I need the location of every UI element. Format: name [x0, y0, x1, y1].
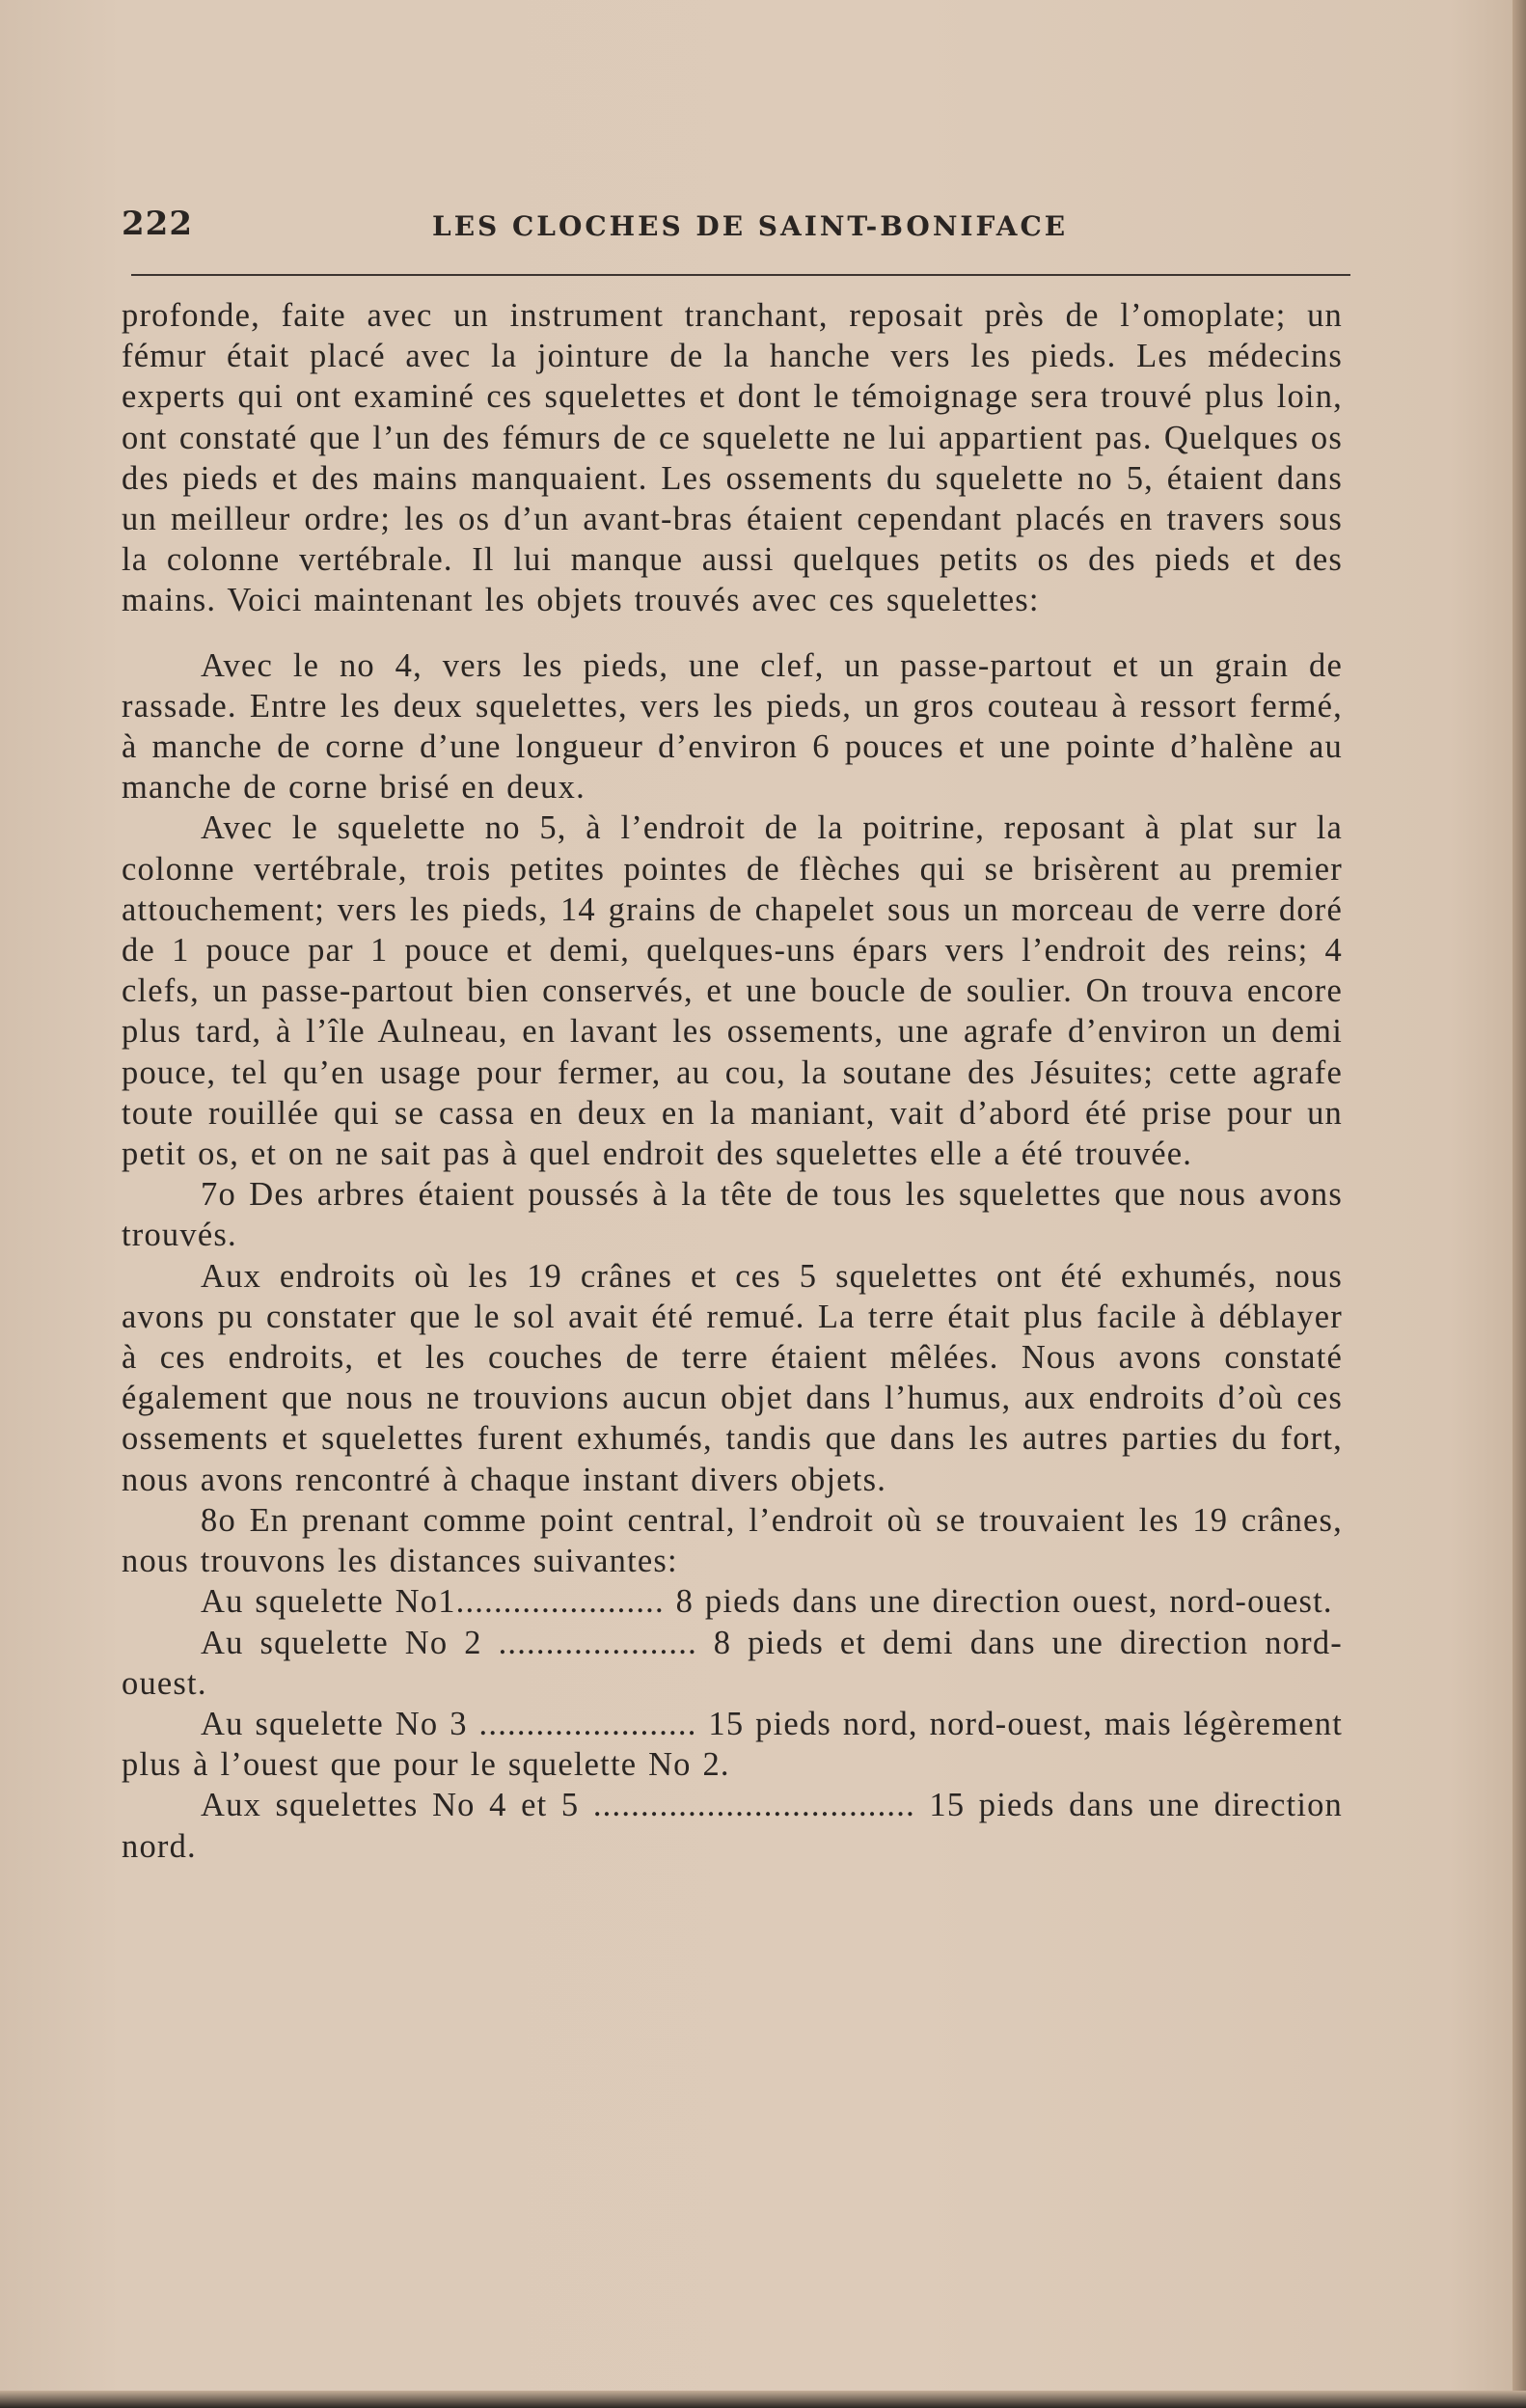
header-rule — [131, 274, 1350, 276]
distance-entry — [122, 1785, 1343, 1866]
distance-entry — [122, 1623, 1343, 1704]
dot-leader: ...................... — [455, 1583, 665, 1621]
page-number: 222 — [122, 205, 193, 243]
distance-value: 15 pieds dans une direction nord. — [122, 1787, 1344, 1865]
paragraph: Avec le no 4, vers les pieds, une clef, un passe-partout et un grain de rassade. Entre les deux squelettes, vers les pieds, un gros couteau à ressort fermé, à manche de corne d’une longueur d’environ 6 pouces et une pointe d’halène au manche de corne brisé en deux. — [122, 646, 1343, 807]
paragraph: 8o En prenant comme point central, l’endroit où se trouvaient les 19 crânes, nous trouvons les distances suivantes: — [122, 1501, 1343, 1580]
distance-value: 15 pieds nord, nord-ouest, mais légèrement plus à l’ouest que pour le squelette No 2. — [122, 1705, 1343, 1784]
body-text — [122, 295, 1343, 1867]
dot-leader: .................................. — [579, 1787, 915, 1824]
running-title: LES CLOCHES DE SAINT-BONIFACE — [432, 210, 1069, 242]
distance-entry — [122, 1704, 1343, 1785]
distance-label: Aux squelettes No 4 et 5 — [201, 1787, 580, 1824]
distance-value: 8 pieds dans une direction ouest, nord-ouest. — [664, 1583, 1333, 1621]
page-bottom-shadow — [0, 2391, 1526, 2408]
paragraph: Aux endroits où les 19 crânes et ces 5 squelettes ont été exhumés, nous avons pu constater que le sol avait été remué. La terre était plus facile à déblayer à ces endroits, et les couches de terre étaient mêlées. Nous avons constaté également que nous ne trouvions aucun objet dans l’humus, aux endroits d’où ces ossements et squelettes furent exhumés, tandis que dans les autres parties du fort, nous avons rencontré à chaque instant divers objets. — [122, 1257, 1343, 1498]
distance-label: Au squelette No 2 — [201, 1624, 482, 1661]
dot-leader: ....................... — [467, 1705, 697, 1742]
paragraph: Avec le squelette no 5, à l’endroit de la poitrine, reposant à plat sur la colonne vertébrale, trois petites pointes de flèches qui se brisèrent au premier attouchement; vers les pieds, 14 grains de chapelet sous un morceau de verre doré de 1 pouce par 1 pouce et demi, quelques-uns épars vers l’endroit des reins; 4 clefs, un passe-partout bien conservés, et une boucle de soulier. On trouva encore plus tard, à l’île Aulneau, en lavant les ossements, une agrafe d’environ un demi pouce, tel qu’en usage pour fermer, au cou, la soutane des Jésuites; cette agrafe toute rouillée qui se cassa en deux en la maniant, vait d’abord été prise pour un petit os, et on ne sait pas à quel endroit des squelettes elle a été trouvée. — [122, 809, 1343, 1173]
dot-leader: ..................... — [481, 1624, 697, 1661]
distance-label: Au squelette No1 — [201, 1583, 456, 1621]
paragraph: profonde, faite avec un instrument tranchant, reposait près de l’omoplate; un fémur était placé avec la jointure de la hanche vers les pieds. Les médecins experts qui ont examiné ces squelettes et dont le témoignage sera trouvé plus loin, ont constaté que l’un des fémurs de ce squelette ne lui appartient pas. Quelques os des pieds et des mains manquaient. Les ossements du squelette no 5, étaient dans un meilleur ordre; les os d’un avant-bras étaient cependant placés en travers sous la colonne vertébrale. Il lui manque aussi quelques petits os des pieds et des mains. Voici maintenant les objets trouvés avec ces squelettes: — [122, 297, 1343, 619]
page-header — [122, 205, 1352, 253]
distance-value: 8 pieds et demi dans une direction nord-ouest. — [122, 1624, 1343, 1702]
page-edge-shadow — [1512, 0, 1526, 2408]
paragraph: 7o Des arbres étaient poussés à la tête de tous les squelettes que nous avons trouvés. — [122, 1176, 1343, 1254]
distance-label: Au squelette No 3 — [201, 1705, 468, 1742]
distance-entry — [122, 1581, 1343, 1622]
